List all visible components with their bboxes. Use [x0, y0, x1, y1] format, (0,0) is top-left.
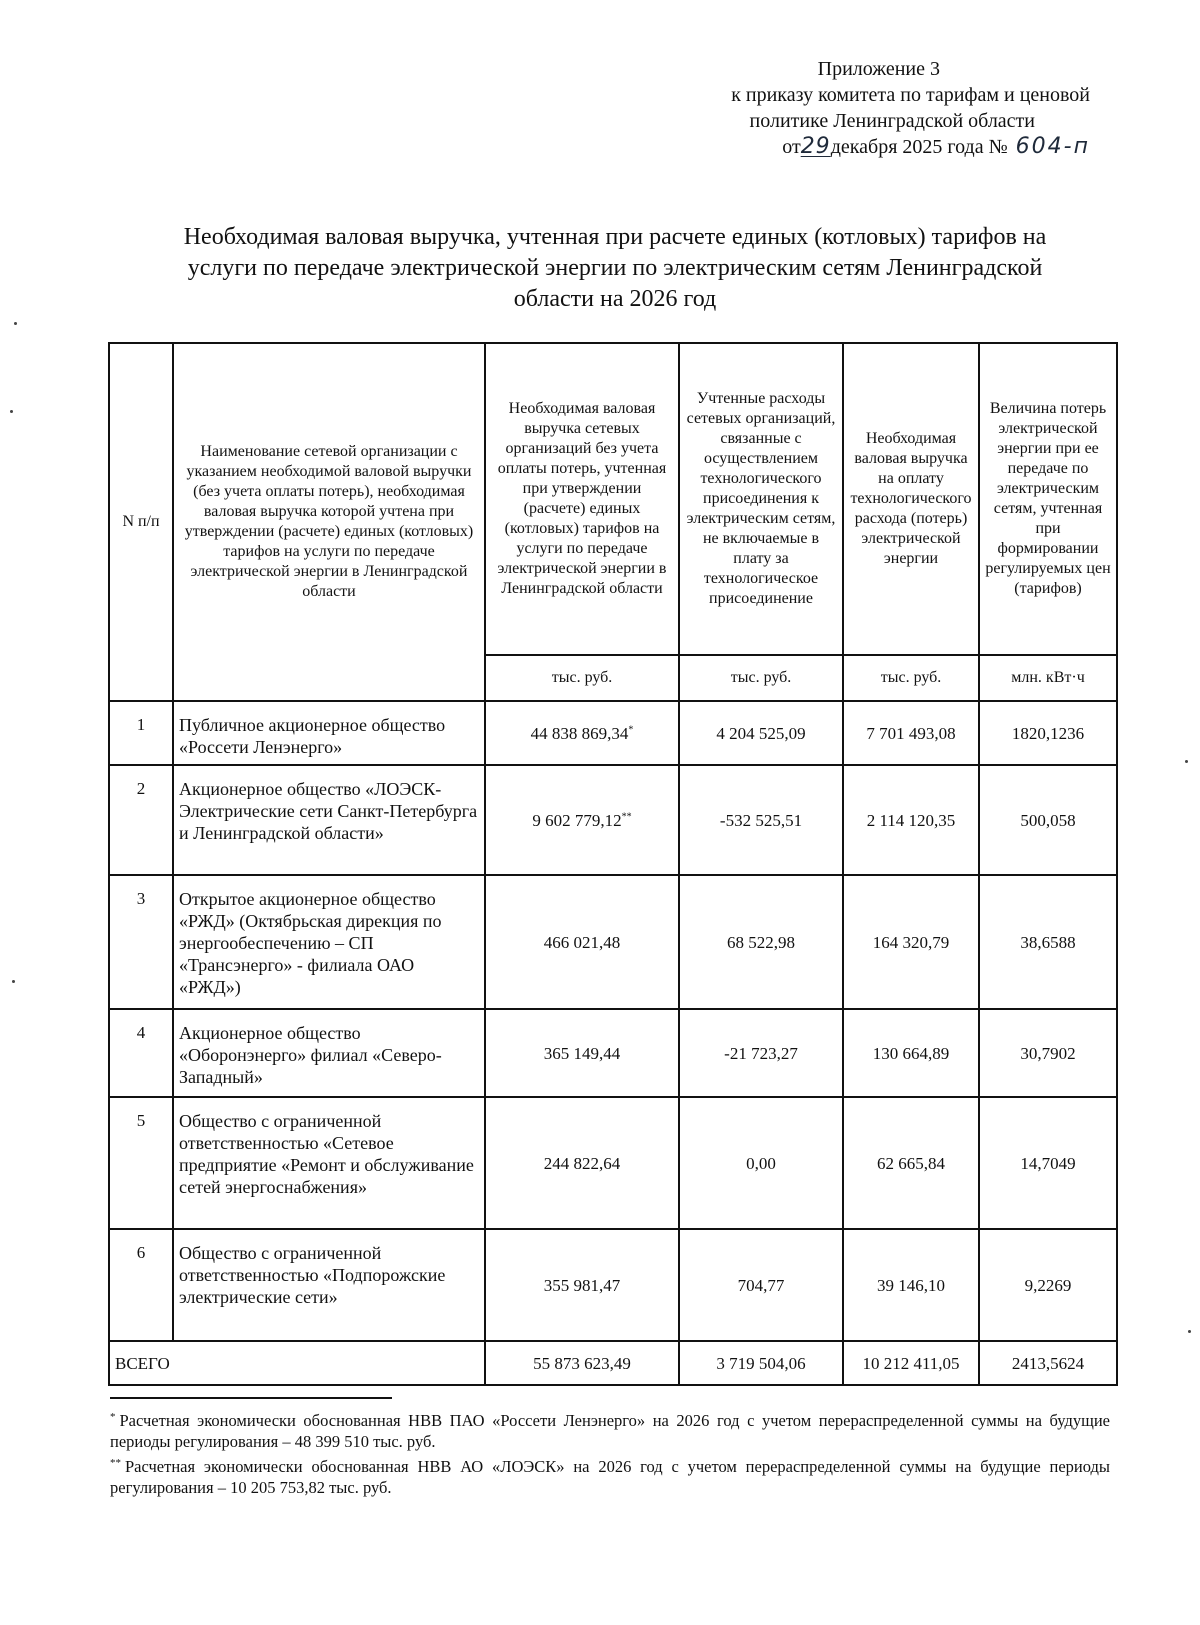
table-row	[109, 1009, 1117, 1097]
row-number: 3	[109, 875, 173, 1009]
tech-connection-value: -532 525,51	[679, 765, 843, 875]
total-tech-connection: 3 719 504,06	[679, 1341, 843, 1385]
footnote-1-text: Расчетная экономически обоснованная НВВ ПАО «Россети Ленэнерго» на 2026 год с учетом перераспределенной суммы на будущие периоды регулирования – 48 399 510 тыс. руб.	[110, 1411, 1110, 1451]
appendix-committee: политике Ленинградской области	[749, 110, 1035, 132]
row-number: 4	[109, 1009, 173, 1097]
tech-connection-value: 0,00	[679, 1097, 843, 1229]
loss-volume-value: 9,2269	[979, 1229, 1117, 1341]
nvv-amount: 244 822,64	[543, 1153, 621, 1173]
tech-connection-value: 704,77	[679, 1229, 843, 1341]
unit-loss-volume: млн. кВт·ч	[979, 655, 1117, 701]
title-line-1: Необходимая валовая выручка, учтенная при расчете единых (котловых) тарифов на	[183, 224, 1047, 250]
unit-tech-connection: тыс. руб.	[679, 655, 843, 701]
table-row	[109, 875, 1117, 1009]
scan-speck	[10, 410, 13, 413]
loss-volume-value: 500,058	[979, 765, 1117, 875]
header-nvv: Необходимая валовая выручка сетевых организаций без учета оплаты потерь, учтенная при утверждении (расчете) единых (котловых) тарифов на услуги по передаче электрической энергии в Ленинградской области	[485, 343, 679, 655]
loss-volume-value: 1820,1236	[979, 701, 1117, 765]
org-name: Общество с ограниченной ответственностью «Подпорожские электрические сети»	[173, 1229, 485, 1341]
header-loss-cost: Необходимая валовая выручка на оплату технологического расхода (потерь) электрической энергии	[843, 343, 979, 655]
footnote-2	[110, 1456, 1110, 1498]
scan-speck	[12, 980, 15, 983]
loss-cost-value: 130 664,89	[843, 1009, 979, 1097]
footnote-2-text: Расчетная экономически обоснованная НВВ АО «ЛОЭСК» на 2026 год с учетом перераспределенной суммы на будущие периоды регулирования – 10 205 753,82 тыс. руб.	[110, 1457, 1110, 1497]
total-label: ВСЕГО	[109, 1341, 485, 1385]
unit-nvv: тыс. руб.	[485, 655, 679, 701]
nvv-amount: 44 838 869,34	[530, 723, 629, 743]
org-name: Открытое акционерное общество «РЖД» (Октябрьская дирекция по энергообеспечению – СП «Трансэнерго» - филиала ОАО «РЖД»)	[173, 875, 485, 1009]
scan-speck	[1188, 1330, 1191, 1333]
org-name: Публичное акционерное общество «Россети Ленэнерго»	[173, 701, 485, 765]
nvv-table-wrapper	[108, 342, 1116, 1386]
total-loss-cost: 10 212 411,05	[843, 1341, 979, 1385]
document-title	[110, 222, 1120, 315]
loss-cost-value: 164 320,79	[843, 875, 979, 1009]
nvv-amount: 9 602 779,12	[532, 810, 622, 830]
footnote-mark: *	[628, 723, 634, 735]
total-row	[109, 1341, 1117, 1385]
row-number: 2	[109, 765, 173, 875]
org-name: Акционерное общество «ЛОЭСК-Электрические сети Санкт-Петербурга и Ленинградской области»	[173, 765, 485, 875]
handwritten-order-number: 604-п	[1015, 134, 1090, 159]
tech-connection-value: 68 522,98	[679, 875, 843, 1009]
title-line-3: области на 2026 год	[513, 286, 717, 312]
handwritten-day: 29	[800, 134, 831, 159]
appendix-order-ref: к приказу комитета по тарифам и ценовой	[731, 84, 1090, 106]
table-row	[109, 701, 1117, 765]
date-prefix: от	[782, 136, 801, 158]
table-row	[109, 1229, 1117, 1341]
nvv-value	[485, 1097, 679, 1229]
footnote-mark: **	[621, 810, 632, 822]
org-name: Общество с ограниченной ответственностью «Сетевое предприятие «Ремонт и обслуживание сетей энергоснабжения»	[173, 1097, 485, 1229]
date-middle: декабря 2025 года №	[830, 136, 1008, 158]
nvv-value	[485, 1009, 679, 1097]
loss-cost-value: 62 665,84	[843, 1097, 979, 1229]
tech-connection-value: -21 723,27	[679, 1009, 843, 1097]
org-name: Акционерное общество «Оборонэнерго» филиал «Северо-Западный»	[173, 1009, 485, 1097]
nvv-value	[485, 1229, 679, 1341]
footnote-1-mark: *	[110, 1410, 116, 1423]
row-number: 1	[109, 701, 173, 765]
row-number: 6	[109, 1229, 173, 1341]
nvv-amount: 466 021,48	[543, 932, 621, 952]
footnote-divider	[110, 1397, 392, 1399]
header-loss-volume: Величина потерь электрической энергии при ее передаче по электрическим сетям, учтенная при формировании регулируемых цен (тарифов)	[979, 343, 1117, 655]
appendix-date-line	[610, 134, 1090, 160]
total-loss-volume: 2413,5624	[979, 1341, 1117, 1385]
table-row	[109, 765, 1117, 875]
header-number: N п/п	[109, 343, 173, 701]
footnotes	[110, 1410, 1110, 1502]
appendix-title: Приложение 3	[817, 58, 940, 80]
nvv-table	[108, 342, 1118, 1386]
table-row	[109, 1097, 1117, 1229]
loss-cost-value: 2 114 120,35	[843, 765, 979, 875]
total-nvv: 55 873 623,49	[485, 1341, 679, 1385]
footnote-2-mark: **	[110, 1456, 121, 1469]
scan-speck	[1185, 760, 1188, 763]
loss-volume-value: 30,7902	[979, 1009, 1117, 1097]
row-number: 5	[109, 1097, 173, 1229]
unit-loss-cost: тыс. руб.	[843, 655, 979, 701]
tech-connection-value: 4 204 525,09	[679, 701, 843, 765]
nvv-amount: 355 981,47	[543, 1275, 621, 1295]
nvv-amount: 365 149,44	[543, 1043, 621, 1063]
loss-cost-value: 39 146,10	[843, 1229, 979, 1341]
header-tech-connection: Учтенные расходы сетевых организаций, связанные с осуществлением технологического присоединения к электрическим сетям, не включаемые в плату за технологическое присоединение	[679, 343, 843, 655]
loss-volume-value: 14,7049	[979, 1097, 1117, 1229]
loss-volume-value: 38,6588	[979, 875, 1117, 1009]
loss-cost-value: 7 701 493,08	[843, 701, 979, 765]
title-line-2: услуги по передаче электрической энергии по электрическим сетям Ленинградской	[187, 255, 1043, 281]
nvv-value	[485, 875, 679, 1009]
header-organization: Наименование сетевой организации с указанием необходимой валовой выручки (без учета оплаты потерь), необходимая валовая выручка которой учтена при утверждении (расчете) единых (котловых) тарифов на услуги по передаче электрической энергии в Ленинградской области	[173, 343, 485, 701]
nvv-value	[485, 765, 679, 875]
appendix-header	[610, 56, 1090, 160]
nvv-value	[485, 701, 679, 765]
scan-speck	[14, 322, 17, 325]
footnote-1	[110, 1410, 1110, 1452]
